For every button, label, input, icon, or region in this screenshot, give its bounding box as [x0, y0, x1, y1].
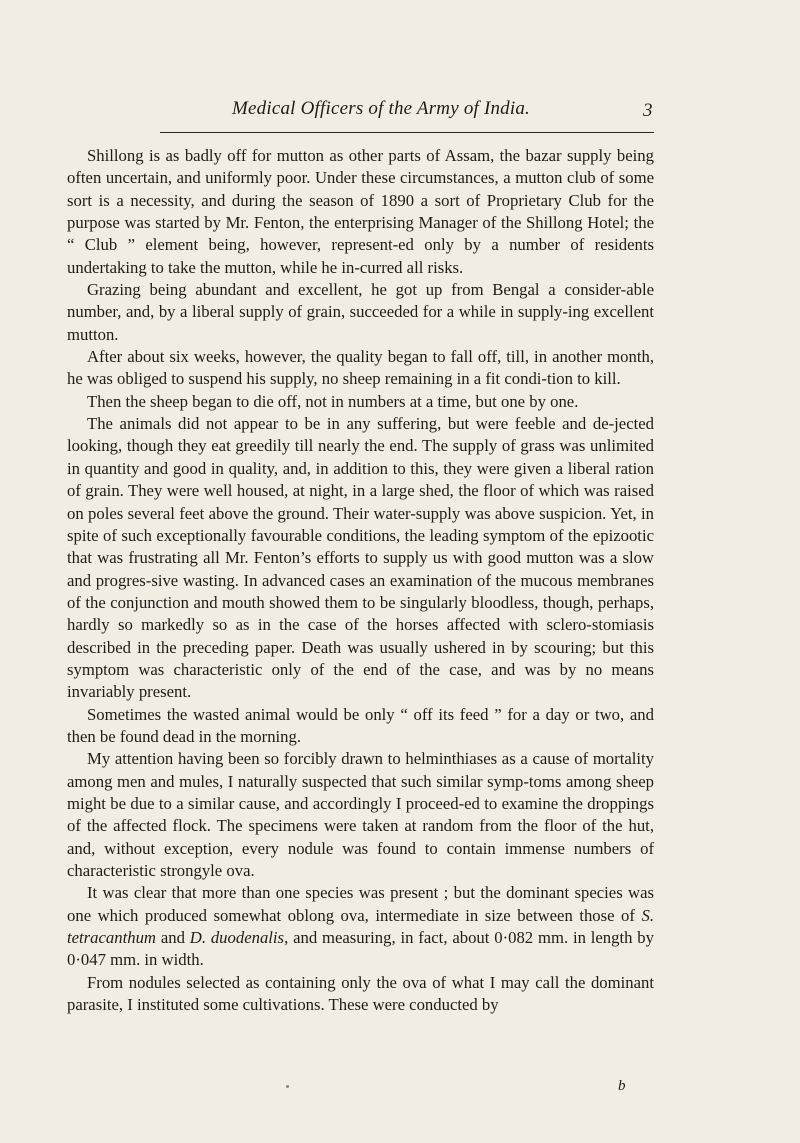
- body-text: [67, 145, 654, 1016]
- paragraph-text: , and measuring, in fact, about 0·082 mm. in length by 0·047 mm. in width.: [67, 928, 654, 970]
- signature-mark: b: [618, 1078, 626, 1094]
- page-number: 3: [643, 100, 653, 121]
- paragraph: Shillong is as badly off for mutton as other parts of Assam, the bazar supply being often uncertain, and uniformly poor. Under these circumstances, a mutton club of some sort is a necessity, and during the season of 1890 a sort of Proprietary Club for the purpose was started by Mr. Fenton, the enterprising Manager of the Shillong Hotel; the “ Club ” element being, however, represent-ed only by a number of residents undertaking to take the mutton, while he in-curred all risks.: [67, 146, 654, 277]
- paragraph-text: It was clear that more than one species was present ; but the dominant species was one which produced somewhat oblong ova, intermediate in size between those of: [67, 883, 654, 925]
- species-name: D. duodenalis: [189, 928, 285, 948]
- paragraph: Grazing being abundant and excellent, he got up from Bengal a consider-able number, and, by a liberal supply of grain, succeeded for a while in supply-ing excellent mutton.: [67, 280, 654, 344]
- print-speck: [286, 1085, 289, 1088]
- page-header: [0, 96, 800, 126]
- species-name: S. tetracanthum: [67, 905, 654, 948]
- header-rule: [160, 132, 654, 133]
- paragraph: My attention having been so forcibly drawn to helminthiases as a cause of mortality among men and mules, I naturally suspected that such similar symp-toms among sheep might be due to a similar cause, and accordingly I proceed-ed to examine the droppings of the affected flock. The specimens were taken at random from the floor of the hut, and, without exception, every nodule was found to contain immense numbers of characteristic strongyle ova.: [67, 749, 654, 880]
- paragraph: After about six weeks, however, the quality began to fall off, till, in another month, he was obliged to suspend his supply, no sheep remaining in a fit condi-tion to kill.: [67, 347, 654, 389]
- paragraph: Sometimes the wasted animal would be only “ off its feed ” for a day or two, and then be found dead in the morning.: [67, 704, 654, 746]
- paragraph: Then the sheep began to die off, not in numbers at a time, but one by one.: [87, 391, 579, 411]
- running-title: Medical Officers of the Army of India.: [232, 98, 530, 119]
- paragraph-text: and: [156, 928, 190, 948]
- paragraph: The animals did not appear to be in any suffering, but were feeble and de-jected looking, though they eat greedily till nearly the end. The supply of grass was unlimited in quantity and good in quality, and, in addition to this, they were given a liberal ration of grain. They were well housed, at night, in a large shed, the floor of which was raised on poles several feet above the ground. Their water-supply was above suspicion. Yet, in spite of such exceptionally favourable conditions, the leading symptom of the epizootic that was frustrating all Mr. Fenton’s efforts to supply us with good mutton was a slow and progres-sive wasting. In advanced cases an examination of the mucous membranes of the conjunction and mouth showed them to be singularly bloodless, though, perhaps, hardly so markedly so as in the case of the horses affected with sclero-stomiasis described in the preceding paper. Death was usually ushered in by scouring; but this symptom was characteristic only of the end of the case, and was by no means invariably present.: [67, 414, 654, 702]
- paragraph: [67, 882, 654, 971]
- paragraph: From nodules selected as containing only the ova of what I may call the dominant parasite, I instituted some cultivations. These were conducted by: [67, 972, 654, 1015]
